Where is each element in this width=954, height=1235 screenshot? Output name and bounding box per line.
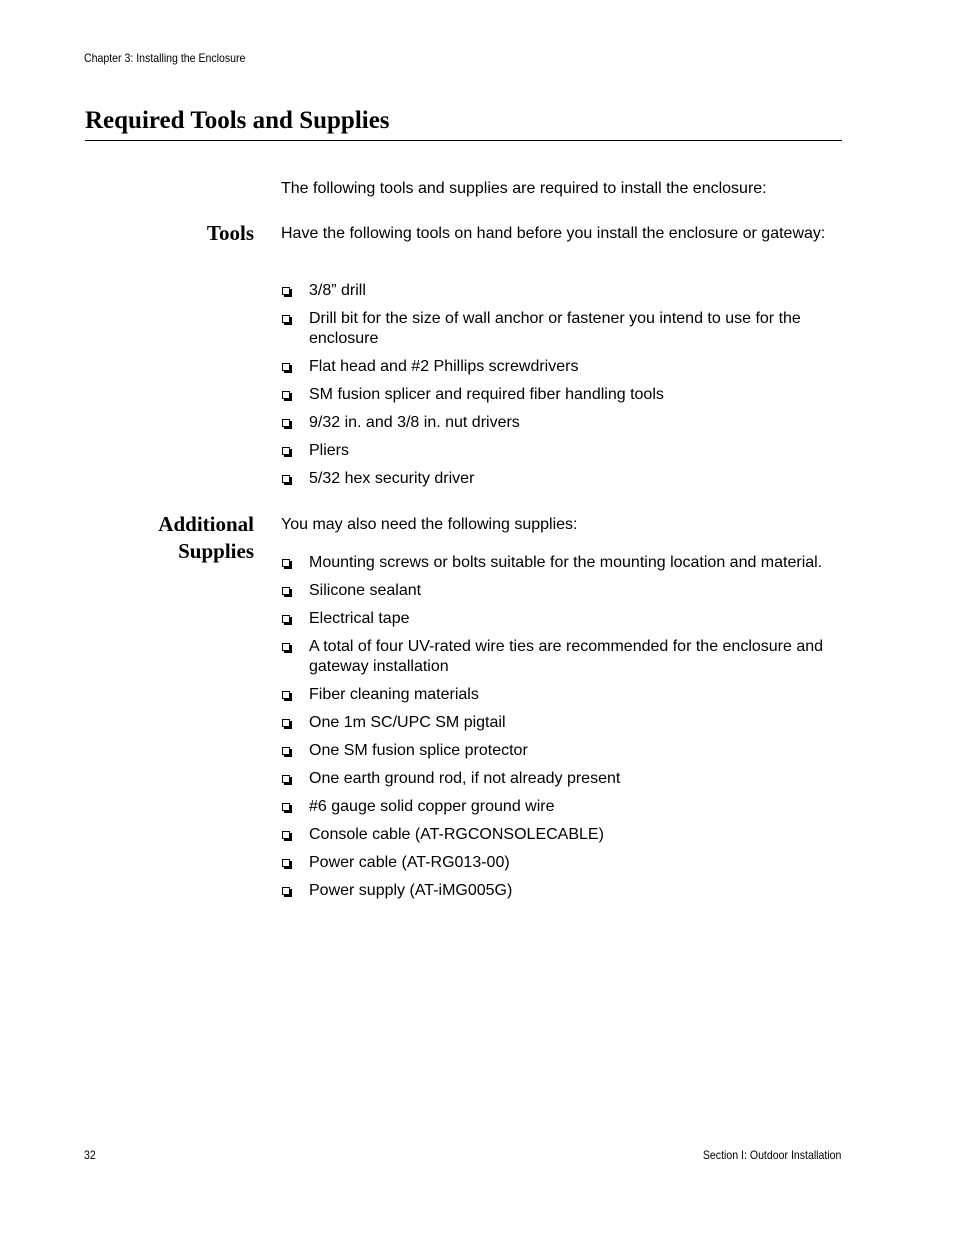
checkbox-bullet-icon xyxy=(282,363,290,371)
checkbox-bullet-icon xyxy=(282,887,290,895)
checkbox-bullet-icon xyxy=(282,559,290,567)
list-item xyxy=(281,553,841,573)
page-title: Required Tools and Supplies xyxy=(85,107,390,134)
intro-paragraph: The following tools and supplies are required to install the enclosure: xyxy=(281,180,767,197)
list-item xyxy=(281,825,841,845)
supplies-list xyxy=(281,553,841,909)
list-item xyxy=(281,637,841,677)
list-item-text: #6 gauge solid copper ground wire xyxy=(309,798,555,815)
list-item-text: Pliers xyxy=(309,442,350,459)
checkbox-bullet-icon xyxy=(282,803,290,811)
checkbox-bullet-icon xyxy=(282,859,290,867)
list-item xyxy=(281,469,841,489)
list-item-text: Console cable (AT-RGCONSOLECABLE) xyxy=(309,826,604,843)
checkbox-bullet-icon xyxy=(282,775,290,783)
checkbox-bullet-icon xyxy=(282,419,290,427)
list-item-text: Power cable (AT-RG013-00) xyxy=(309,854,510,871)
list-item xyxy=(281,685,841,705)
list-item-text: Drill bit for the size of wall anchor or fastener you intend to use for the enclosure xyxy=(309,310,801,347)
list-item-text: 3/8” drill xyxy=(309,282,366,299)
list-item xyxy=(281,385,841,405)
checkbox-bullet-icon xyxy=(282,315,290,323)
tools-intro: Have the following tools on hand before you install the enclosure or gateway: xyxy=(281,225,826,242)
checkbox-bullet-icon xyxy=(282,587,290,595)
checkbox-bullet-icon xyxy=(282,691,290,699)
list-item xyxy=(281,441,841,461)
list-item-text: Mounting screws or bolts suitable for the mounting location and material. xyxy=(309,554,823,571)
checkbox-bullet-icon xyxy=(282,615,290,623)
list-item-text: One 1m SC/UPC SM pigtail xyxy=(309,714,506,731)
tools-list xyxy=(281,281,841,497)
list-item-text: Fiber cleaning materials xyxy=(309,686,479,703)
list-item xyxy=(281,281,841,301)
list-item-text: Electrical tape xyxy=(309,610,410,627)
checkbox-bullet-icon xyxy=(282,719,290,727)
list-item xyxy=(281,741,841,761)
checkbox-bullet-icon xyxy=(282,287,290,295)
list-item-text: SM fusion splicer and required fiber handling tools xyxy=(309,386,664,403)
page-number: 32 xyxy=(84,1148,96,1162)
supplies-intro: You may also need the following supplies: xyxy=(281,516,578,533)
checkbox-bullet-icon xyxy=(282,447,290,455)
list-item-text: 9/32 in. and 3/8 in. nut drivers xyxy=(309,414,520,431)
checkbox-bullet-icon xyxy=(282,391,290,399)
list-item-text: One earth ground rod, if not already present xyxy=(309,770,621,787)
list-item-text: Power supply (AT-iMG005G) xyxy=(309,882,513,899)
running-header: Chapter 3: Installing the Enclosure xyxy=(84,51,246,65)
list-item xyxy=(281,769,841,789)
running-footer: Section I: Outdoor Installation xyxy=(702,1148,841,1162)
list-item-text: Silicone sealant xyxy=(309,582,422,599)
title-rule xyxy=(85,140,842,141)
list-item xyxy=(281,797,841,817)
supplies-heading-line2: Supplies xyxy=(178,539,254,563)
list-item xyxy=(281,581,841,601)
list-item xyxy=(281,357,841,377)
tools-heading: Tools xyxy=(206,221,254,245)
list-item xyxy=(281,309,841,349)
list-item xyxy=(281,713,841,733)
checkbox-bullet-icon xyxy=(282,747,290,755)
list-item xyxy=(281,609,841,629)
supplies-heading xyxy=(158,511,254,565)
list-item xyxy=(281,853,841,873)
list-item-text: A total of four UV-rated wire ties are recommended for the enclosure and gateway installation xyxy=(309,638,824,675)
supplies-heading-line1: Additional xyxy=(158,512,254,536)
checkbox-bullet-icon xyxy=(282,643,290,651)
list-item-text: One SM fusion splice protector xyxy=(309,742,528,759)
list-item xyxy=(281,413,841,433)
list-item-text: 5/32 hex security driver xyxy=(309,470,475,487)
checkbox-bullet-icon xyxy=(282,831,290,839)
checkbox-bullet-icon xyxy=(282,475,290,483)
list-item xyxy=(281,881,841,901)
list-item-text: Flat head and #2 Phillips screwdrivers xyxy=(309,358,579,375)
